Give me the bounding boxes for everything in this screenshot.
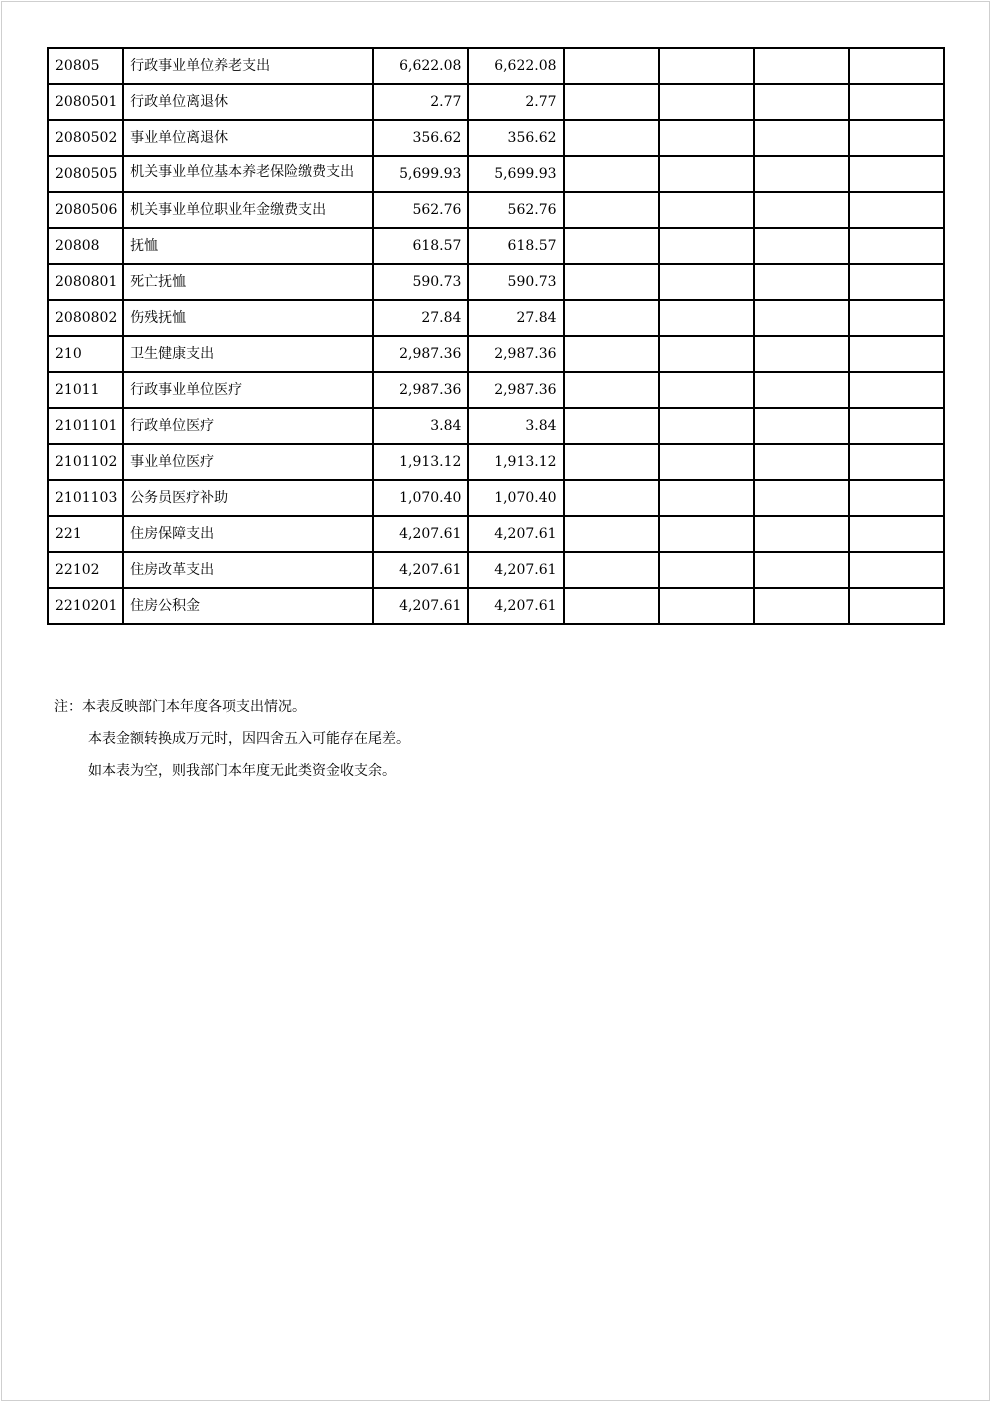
- subject-name-cell: 行政单位离退休: [123, 84, 373, 120]
- empty-cell: [754, 120, 849, 156]
- table-row: [48, 336, 944, 372]
- empty-cell: [564, 372, 659, 408]
- empty-cell: [849, 48, 944, 84]
- empty-cell: [849, 444, 944, 480]
- total-amount-cell: 1,913.12: [373, 444, 468, 480]
- empty-cell: [754, 408, 849, 444]
- empty-cell: [659, 372, 754, 408]
- empty-cell: [849, 336, 944, 372]
- empty-cell: [564, 120, 659, 156]
- total-amount-cell: 4,207.61: [373, 552, 468, 588]
- basic-amount-cell: 356.62: [468, 120, 563, 156]
- basic-amount-cell: 4,207.61: [468, 588, 563, 624]
- table-row: [48, 444, 944, 480]
- empty-cell: [659, 336, 754, 372]
- subject-name-cell: 机关事业单位职业年金缴费支出: [123, 192, 373, 228]
- table-row: [48, 48, 944, 84]
- table-row: [48, 156, 944, 192]
- empty-cell: [659, 228, 754, 264]
- empty-cell: [849, 192, 944, 228]
- empty-cell: [659, 444, 754, 480]
- subject-name-cell: [123, 156, 373, 192]
- empty-cell: [849, 408, 944, 444]
- empty-cell: [659, 408, 754, 444]
- empty-cell: [849, 372, 944, 408]
- empty-cell: [659, 120, 754, 156]
- subject-code-cell: 2080802: [48, 300, 123, 336]
- empty-cell: [659, 588, 754, 624]
- subject-code-cell: 20808: [48, 228, 123, 264]
- empty-cell: [849, 84, 944, 120]
- empty-cell: [754, 336, 849, 372]
- empty-cell: [564, 552, 659, 588]
- subject-name-cell: 伤残抚恤: [123, 300, 373, 336]
- table-row: [48, 516, 944, 552]
- budget-table: [47, 47, 945, 625]
- subject-code-cell: 2080506: [48, 192, 123, 228]
- total-amount-cell: 6,622.08: [373, 48, 468, 84]
- empty-cell: [754, 228, 849, 264]
- subject-name-cell: 行政单位医疗: [123, 408, 373, 444]
- empty-cell: [849, 156, 944, 192]
- subject-code-cell: 210: [48, 336, 123, 372]
- basic-amount-cell: 562.76: [468, 192, 563, 228]
- total-amount-cell: 5,699.93: [373, 156, 468, 192]
- subject-code-cell: 2101102: [48, 444, 123, 480]
- empty-cell: [564, 516, 659, 552]
- note-line: 本表金额转换成万元时，因四舍五入可能存在尾差。: [88, 731, 410, 747]
- table-row: [48, 408, 944, 444]
- table-row: [48, 372, 944, 408]
- subject-name-cell: 住房公积金: [123, 588, 373, 624]
- empty-cell: [564, 408, 659, 444]
- empty-cell: [849, 588, 944, 624]
- subject-name-cell: 住房改革支出: [123, 552, 373, 588]
- subject-code-cell: 2080502: [48, 120, 123, 156]
- empty-cell: [564, 300, 659, 336]
- basic-amount-cell: 2,987.36: [468, 336, 563, 372]
- empty-cell: [849, 300, 944, 336]
- total-amount-cell: 2,987.36: [373, 372, 468, 408]
- note-line: 如本表为空，则我部门本年度无此类资金收支余。: [88, 763, 396, 779]
- basic-amount-cell: 5,699.93: [468, 156, 563, 192]
- subject-code-cell: 2101101: [48, 408, 123, 444]
- empty-cell: [754, 516, 849, 552]
- subject-code-cell: 20805: [48, 48, 123, 84]
- subject-name-text: 机关事业单位基本养老保险缴费支出: [130, 164, 355, 180]
- subject-code-cell: 2080505: [48, 156, 123, 192]
- empty-cell: [564, 48, 659, 84]
- table-row: [48, 588, 944, 624]
- subject-name-cell: 行政事业单位养老支出: [123, 48, 373, 84]
- note-line: 注：本表反映部门本年度各项支出情况。: [54, 699, 306, 715]
- empty-cell: [564, 192, 659, 228]
- empty-cell: [849, 552, 944, 588]
- empty-cell: [754, 192, 849, 228]
- total-amount-cell: 27.84: [373, 300, 468, 336]
- total-amount-cell: 356.62: [373, 120, 468, 156]
- empty-cell: [849, 228, 944, 264]
- table-row: [48, 300, 944, 336]
- subject-code-cell: 2080501: [48, 84, 123, 120]
- total-amount-cell: 1,070.40: [373, 480, 468, 516]
- total-amount-cell: 590.73: [373, 264, 468, 300]
- table-row: [48, 192, 944, 228]
- basic-amount-cell: 1,913.12: [468, 444, 563, 480]
- empty-cell: [659, 516, 754, 552]
- subject-name-cell: 公务员医疗补助: [123, 480, 373, 516]
- empty-cell: [754, 156, 849, 192]
- basic-amount-cell: 6,622.08: [468, 48, 563, 84]
- subject-code-cell: 221: [48, 516, 123, 552]
- empty-cell: [754, 444, 849, 480]
- table-row: [48, 480, 944, 516]
- table-row: [48, 120, 944, 156]
- total-amount-cell: 618.57: [373, 228, 468, 264]
- total-amount-cell: 4,207.61: [373, 588, 468, 624]
- empty-cell: [754, 552, 849, 588]
- empty-cell: [754, 264, 849, 300]
- table-row: [48, 552, 944, 588]
- table-notes: [54, 698, 410, 794]
- empty-cell: [659, 480, 754, 516]
- total-amount-cell: 3.84: [373, 408, 468, 444]
- total-amount-cell: 2.77: [373, 84, 468, 120]
- empty-cell: [564, 84, 659, 120]
- basic-amount-cell: 618.57: [468, 228, 563, 264]
- empty-cell: [564, 228, 659, 264]
- empty-cell: [659, 300, 754, 336]
- empty-cell: [754, 480, 849, 516]
- empty-cell: [659, 264, 754, 300]
- empty-cell: [564, 156, 659, 192]
- table-row: [48, 264, 944, 300]
- subject-code-cell: 2101103: [48, 480, 123, 516]
- subject-name-cell: 死亡抚恤: [123, 264, 373, 300]
- basic-amount-cell: 2.77: [468, 84, 563, 120]
- total-amount-cell: 2,987.36: [373, 336, 468, 372]
- subject-name-cell: 事业单位离退休: [123, 120, 373, 156]
- subject-code-cell: 21011: [48, 372, 123, 408]
- subject-name-cell: 卫生健康支出: [123, 336, 373, 372]
- subject-code-cell: 22102: [48, 552, 123, 588]
- empty-cell: [754, 588, 849, 624]
- basic-amount-cell: 3.84: [468, 408, 563, 444]
- empty-cell: [564, 480, 659, 516]
- empty-cell: [849, 480, 944, 516]
- empty-cell: [659, 84, 754, 120]
- subject-name-cell: 抚恤: [123, 228, 373, 264]
- subject-code-cell: 2210201: [48, 588, 123, 624]
- empty-cell: [659, 156, 754, 192]
- empty-cell: [659, 48, 754, 84]
- empty-cell: [564, 588, 659, 624]
- empty-cell: [564, 336, 659, 372]
- empty-cell: [754, 48, 849, 84]
- empty-cell: [564, 264, 659, 300]
- empty-cell: [659, 552, 754, 588]
- basic-amount-cell: 4,207.61: [468, 516, 563, 552]
- empty-cell: [754, 372, 849, 408]
- table-row: [48, 84, 944, 120]
- subject-name-cell: 行政事业单位医疗: [123, 372, 373, 408]
- empty-cell: [754, 300, 849, 336]
- budget-table-body: [48, 48, 944, 624]
- total-amount-cell: 562.76: [373, 192, 468, 228]
- empty-cell: [849, 516, 944, 552]
- empty-cell: [849, 120, 944, 156]
- empty-cell: [564, 444, 659, 480]
- table-row: [48, 228, 944, 264]
- total-amount-cell: 4,207.61: [373, 516, 468, 552]
- empty-cell: [849, 264, 944, 300]
- subject-name-cell: 事业单位医疗: [123, 444, 373, 480]
- basic-amount-cell: 1,070.40: [468, 480, 563, 516]
- subject-code-cell: 2080801: [48, 264, 123, 300]
- empty-cell: [754, 84, 849, 120]
- empty-cell: [659, 192, 754, 228]
- basic-amount-cell: 2,987.36: [468, 372, 563, 408]
- basic-amount-cell: 590.73: [468, 264, 563, 300]
- subject-name-cell: 住房保障支出: [123, 516, 373, 552]
- basic-amount-cell: 27.84: [468, 300, 563, 336]
- basic-amount-cell: 4,207.61: [468, 552, 563, 588]
